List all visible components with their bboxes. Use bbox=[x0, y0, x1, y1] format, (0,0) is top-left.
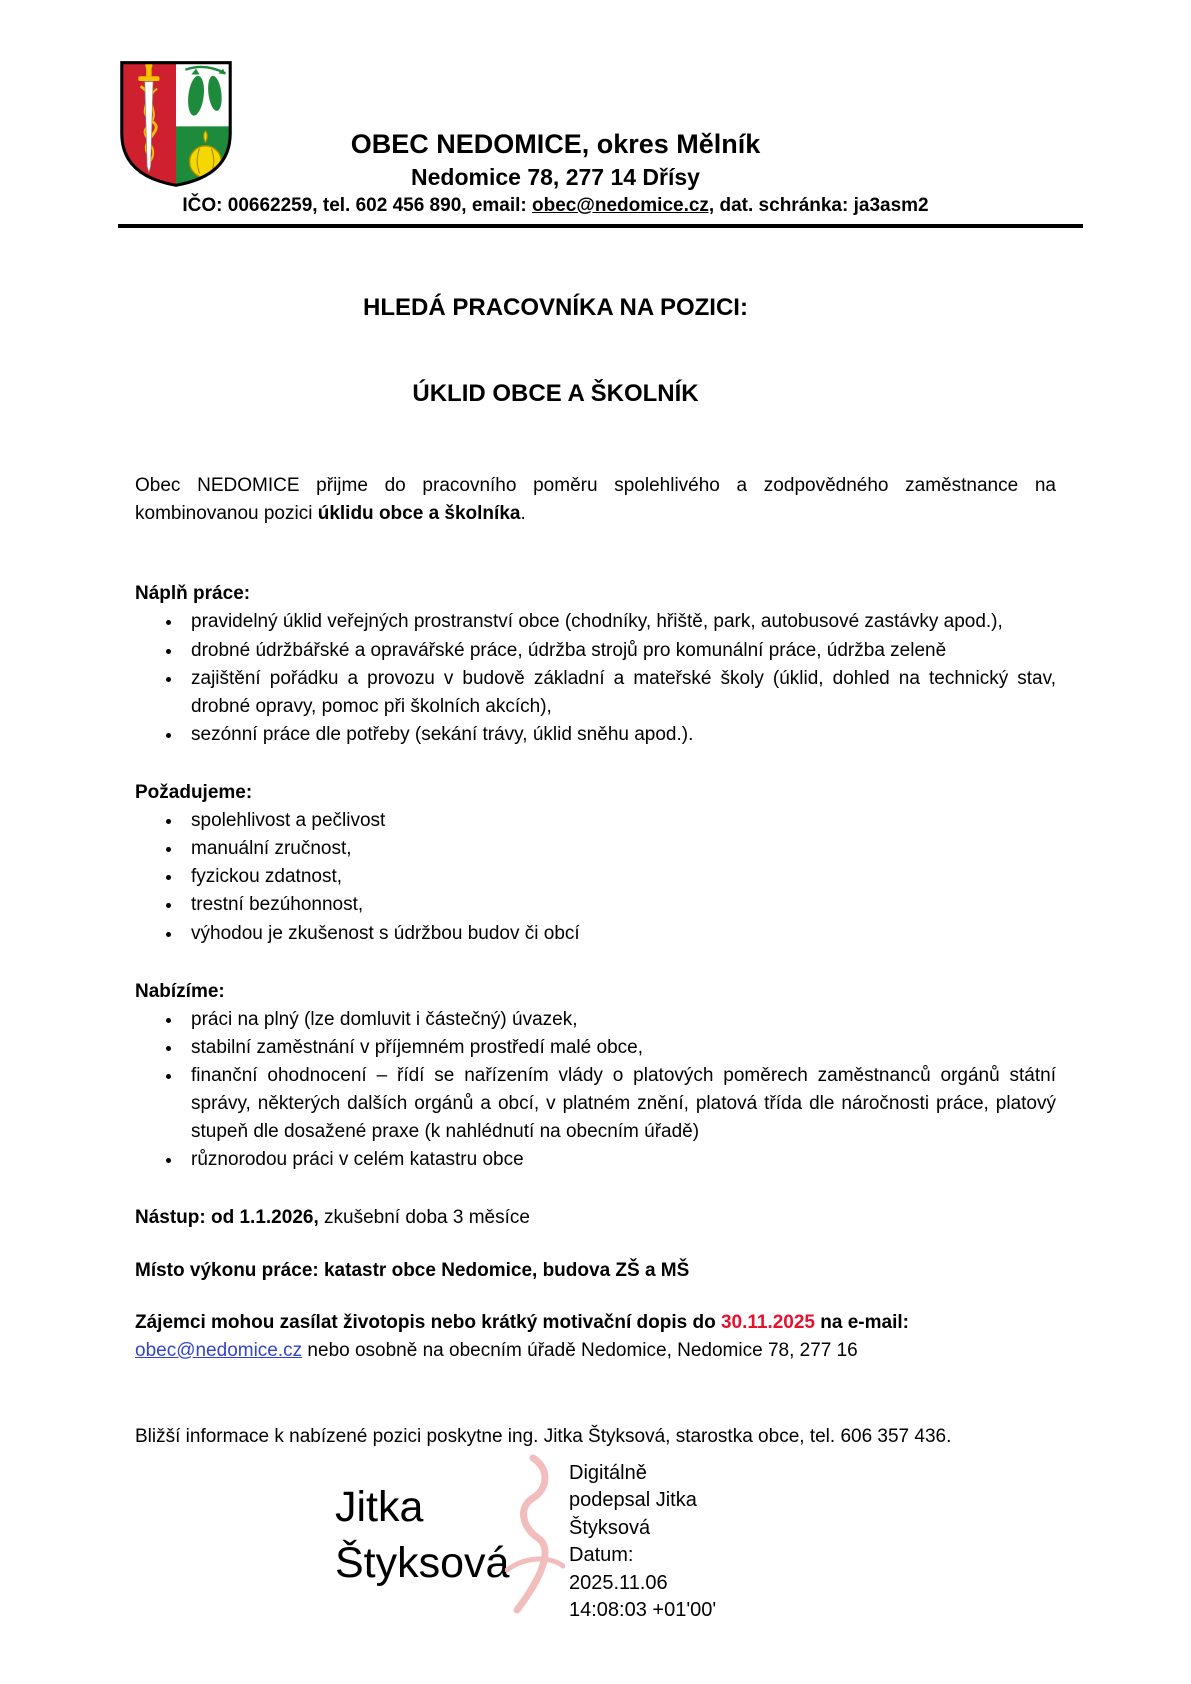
list-item: • fyzickou zdatnost, bbox=[183, 863, 1056, 891]
document-title-line2: ÚKLID OBCE A ŠKOLNÍK bbox=[412, 380, 699, 408]
intro-period: . bbox=[520, 503, 526, 525]
cert-line: Datum: bbox=[569, 1544, 634, 1567]
application-paragraph bbox=[135, 1309, 1056, 1365]
intro-text: Obec NEDOMICE přijme do pracovního poměru spolehlivého a zodpovědného zaměstnance na kombinovanou pozici bbox=[135, 475, 1056, 525]
application-deadline: 30.11.2025 bbox=[720, 1311, 815, 1333]
list-item: • práci na plný (lze domluvit i částečný) úvazek, bbox=[183, 1006, 1056, 1034]
list-item: • spolehlivost a pečlivost bbox=[183, 807, 1056, 835]
napln-prace-list bbox=[135, 608, 1056, 749]
contact-info-paragraph: Bližší informace k nabízené pozici poskytne ing. Jitka Štyksová, starostka obce, tel. 606 357 436. bbox=[135, 1425, 952, 1447]
intro-paragraph bbox=[135, 472, 1056, 528]
cert-line: 14:08:03 +01'00' bbox=[569, 1598, 717, 1621]
contact-suffix: dat. schránka: ja3asm2 bbox=[714, 194, 929, 216]
list-item: • stabilní zaměstnání v příjemném prostředí malé obce, bbox=[183, 1034, 1056, 1062]
application-bold: Zájemci mohou zasílat životopis nebo krátký motivační dopis do bbox=[135, 1311, 721, 1333]
header-divider bbox=[118, 224, 1083, 228]
header-email-link[interactable]: obec@nedomice.cz, bbox=[532, 194, 715, 216]
municipal-coat-of-arms-icon bbox=[116, 58, 236, 190]
cert-line: podepsal Jitka bbox=[569, 1489, 697, 1512]
document-title-line1: HLEDÁ PRACOVNÍKA NA POZICI: bbox=[363, 294, 748, 322]
list-item: • finanční ohodnocení – řídí se nařízením vlády o platových poměrech zaměstnanců orgánů státní správy, některých dalších orgánů a obcí, v platném znění, platová třída dle náročnosti práce, platový stupeň dle dosažené praxe (k nahlédnutí na obecním úřadě) bbox=[183, 1062, 1056, 1146]
list-item: • různorodou práci v celém katastru obce bbox=[183, 1146, 1056, 1174]
contact-prefix: IČO: 00662259, tel. 602 456 890, email: bbox=[182, 194, 533, 216]
list-item: • zajištění pořádku a provozu v budově základní a mateřské školy (úklid, dohled na technický stav, drobné opravy, pomoc při školních akcích), bbox=[183, 665, 1056, 721]
section-heading-napln-prace: Náplň práce: bbox=[135, 583, 251, 605]
organization-contact-line bbox=[0, 194, 1111, 217]
acrobat-signature-ribbon-icon bbox=[505, 1452, 565, 1622]
signature-name-line1: Jitka bbox=[335, 1483, 424, 1531]
signature-name-line2: Štyksová bbox=[335, 1538, 510, 1587]
section-heading-pozadujeme: Požadujeme: bbox=[135, 782, 253, 804]
cert-line: Digitálně bbox=[569, 1462, 647, 1484]
signature-name bbox=[335, 1452, 515, 1592]
application-rest: nebo osobně na obecním úřadě Nedomice, Nedomice 78, 277 16 bbox=[302, 1339, 858, 1361]
list-item: • drobné údržbářské a opravářské práce, údržba strojů pro komunální práce, údržba zeleně bbox=[183, 637, 1056, 665]
intro-position-bold: úklidu obce a školníka bbox=[317, 503, 521, 525]
list-item: • trestní bezúhonnost, bbox=[183, 891, 1056, 919]
list-item: • výhodou je zkušenost s údržbou budov či obcí bbox=[183, 920, 1056, 948]
start-date-bold: Nástup: od 1.1.2026, bbox=[135, 1207, 319, 1229]
cert-line: Štyksová bbox=[569, 1516, 651, 1539]
pozadujeme-list bbox=[135, 807, 1056, 948]
organization-address: Nedomice 78, 277 14 Dřísy bbox=[411, 163, 700, 190]
digital-signature-block bbox=[335, 1452, 716, 1624]
list-item: • pravidelný úklid veřejných prostranství obce (chodníky, hřiště, park, autobusové zastávky apod.), bbox=[183, 608, 1056, 636]
start-date-paragraph bbox=[135, 1204, 1056, 1232]
workplace-paragraph: Místo výkonu práce: katastr obce Nedomice, budova ZŠ a MŠ bbox=[135, 1259, 690, 1281]
list-item: • manuální zručnost, bbox=[183, 835, 1056, 863]
section-heading-nabizime: Nabízíme: bbox=[135, 980, 225, 1002]
cert-line: 2025.11.06 bbox=[569, 1571, 668, 1594]
application-email-link[interactable]: obec@nedomice.cz bbox=[135, 1339, 303, 1361]
organization-name: OBEC NEDOMICE, okres Mělník bbox=[350, 129, 761, 159]
nabizime-list bbox=[135, 1006, 1056, 1175]
document-body bbox=[0, 472, 1191, 1451]
letterhead bbox=[0, 0, 1191, 228]
list-item: • sezónní práce dle potřeby (sekání trávy, úklid sněhu apod.). bbox=[183, 721, 1056, 749]
start-date-rest: zkušební doba 3 měsíce bbox=[318, 1207, 530, 1229]
application-bold2: na e-mail: bbox=[815, 1311, 909, 1333]
signature-certificate-details bbox=[569, 1452, 716, 1624]
